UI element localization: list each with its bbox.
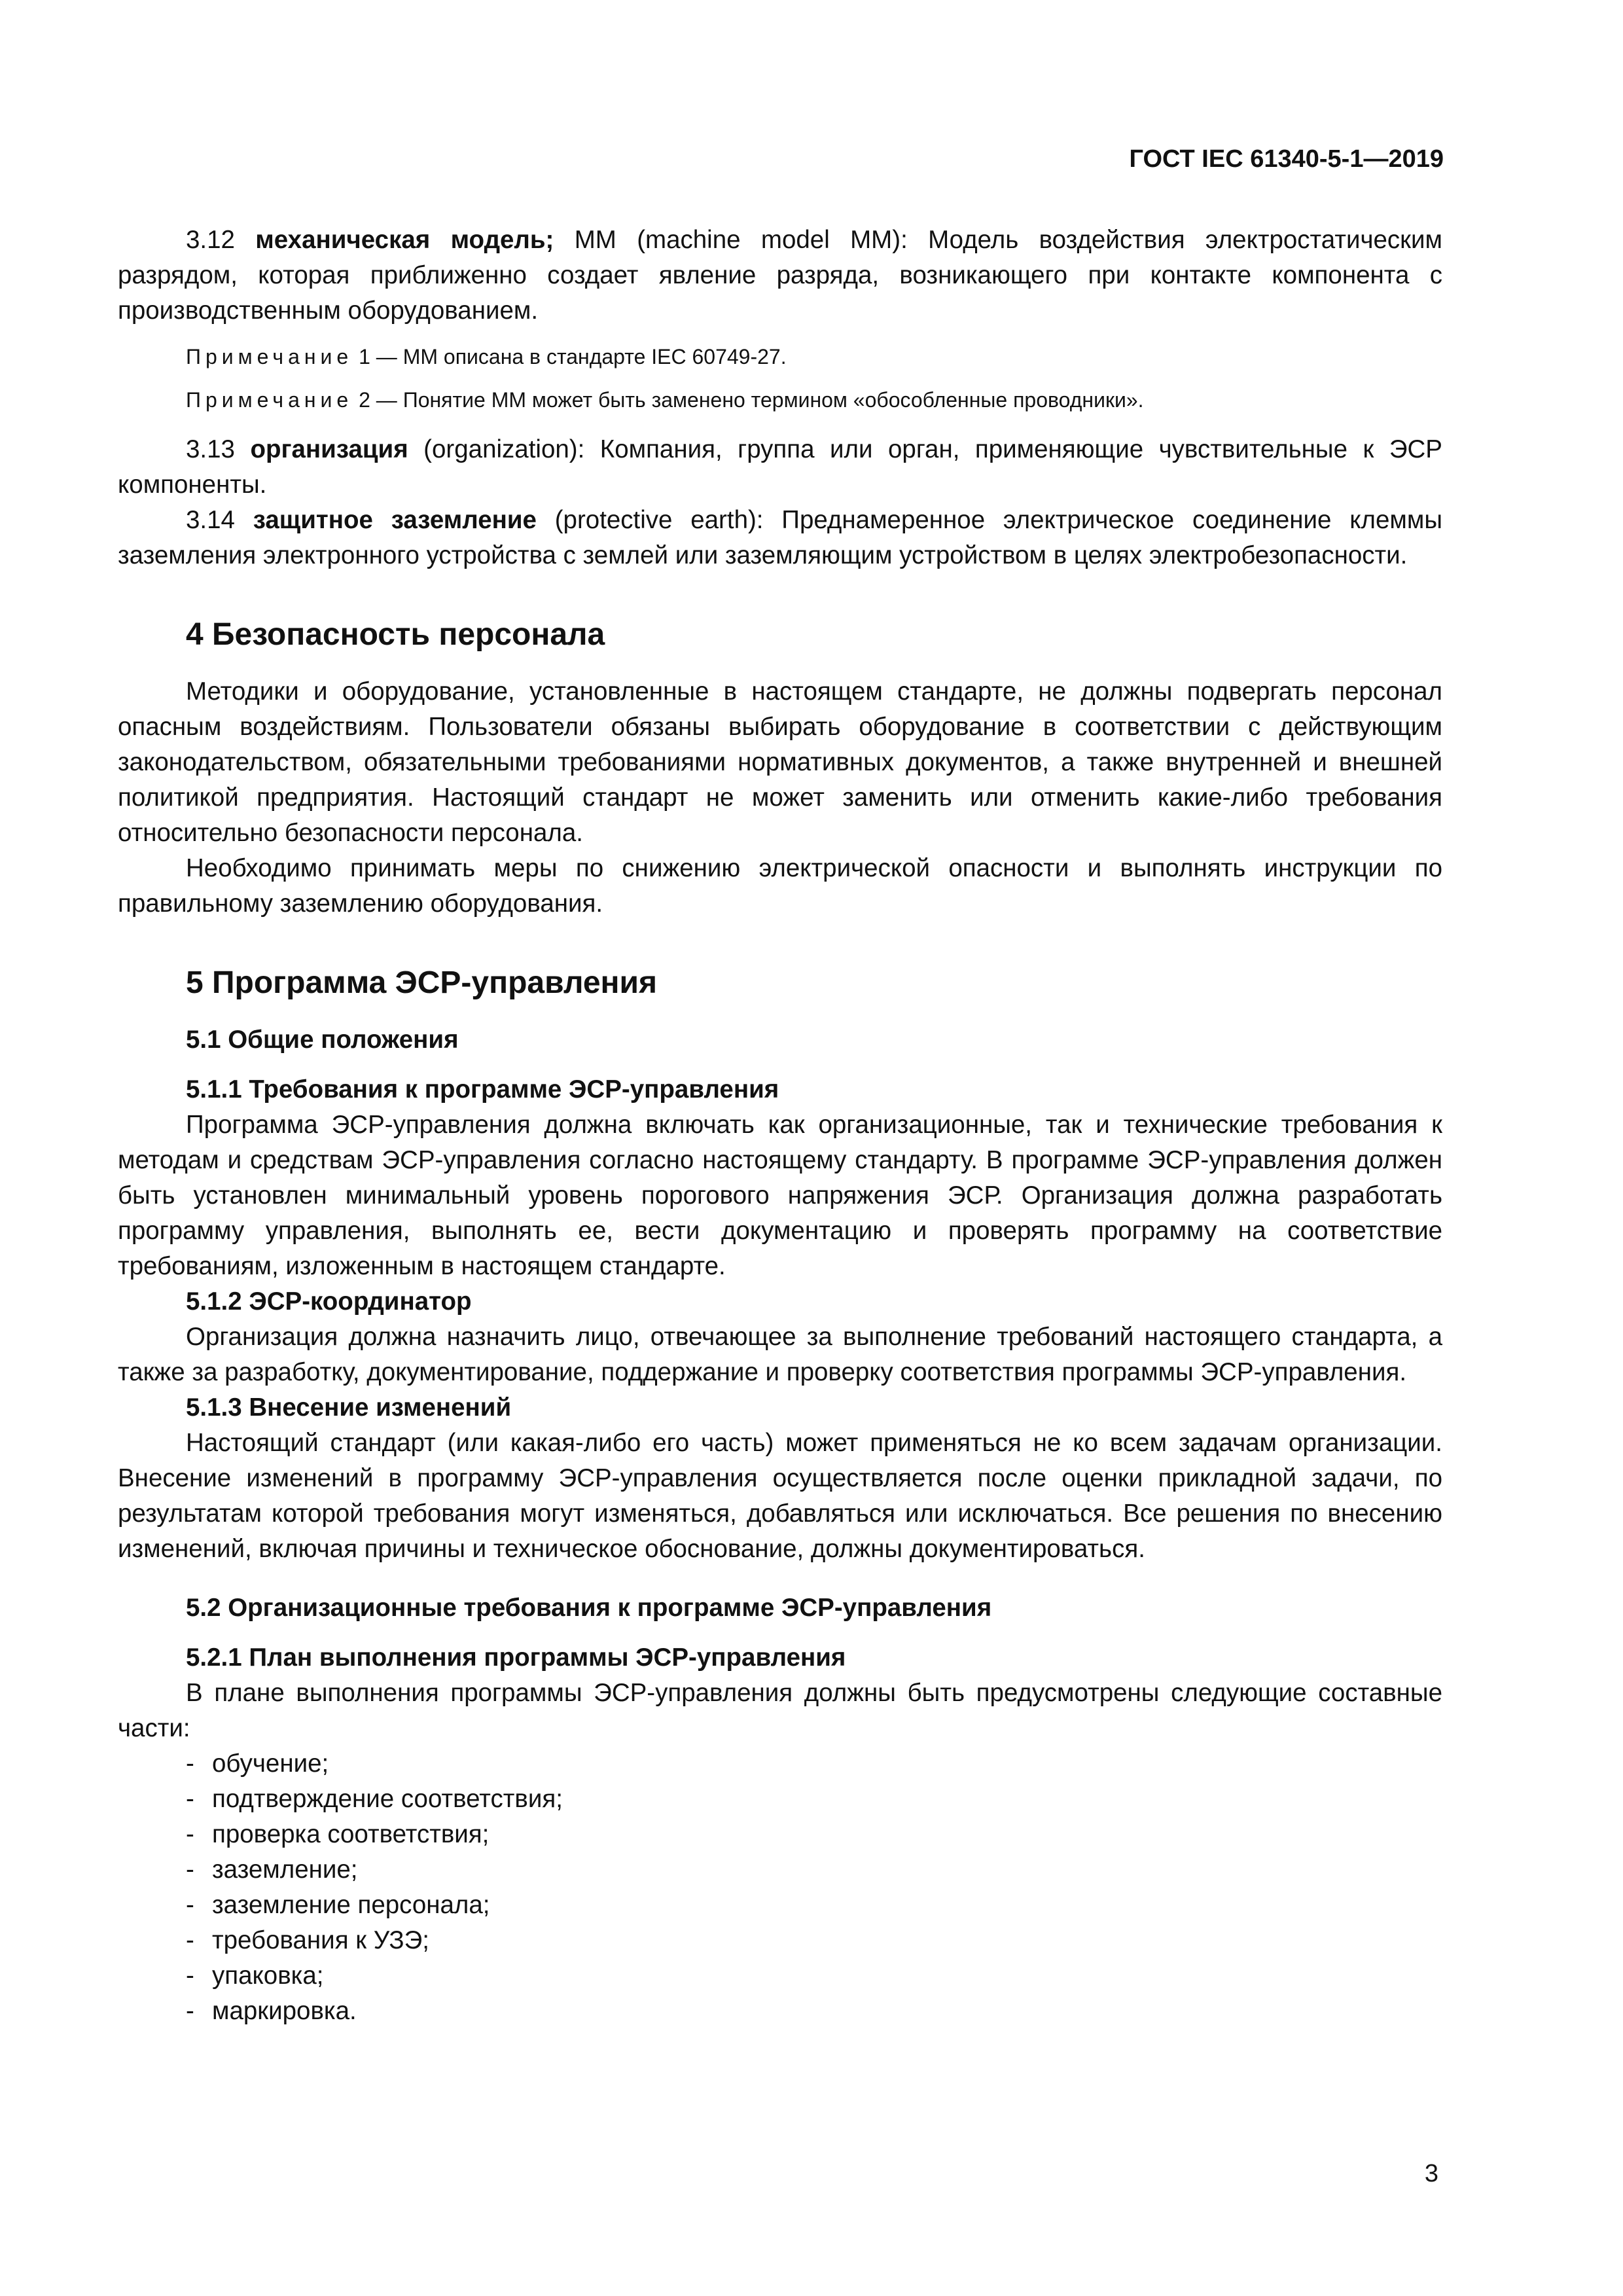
section-4-title: 4 Безопасность персонала (186, 617, 605, 652)
section-5-2-1-text: В плане выполнения программы ЭСР-управления должны быть предусмотрены следующие составные части: (118, 1679, 1442, 1742)
note-text: 1 — ММ описана в стандарте IEC 60749-27. (353, 345, 787, 368)
term-number: 3.14 (186, 506, 235, 534)
term-number: 3.13 (186, 435, 235, 463)
term-number: 3.12 (186, 226, 235, 254)
list-item: - обучение; (186, 1749, 329, 1778)
term-3-13 (118, 432, 1442, 503)
list-item: - заземление персонала; (186, 1891, 490, 1919)
section-5-title: 5 Программа ЭСР-управления (186, 965, 658, 1000)
section-5-2-1-title: 5.2.1 План выполнения программы ЭСР-управления (186, 1643, 846, 1672)
section-5-1-3-title: 5.1.3 Внесение изменений (186, 1393, 512, 1422)
document-body (118, 223, 1442, 2029)
list-item: - проверка соответствия; (186, 1820, 490, 1848)
term-name: механическая модель; (255, 226, 554, 254)
components-list (118, 1746, 1442, 2029)
section-4-paragraph: Необходимо принимать меры по снижению электрической опасности и выполнять инструкции по правильному заземлению оборудования. (118, 854, 1442, 918)
list-item: - заземление; (186, 1856, 358, 1884)
section-5-1-2-text: Организация должна назначить лицо, отвечающее за выполнение требований настоящего стандарта, а также за разработку, документирование, поддержание и проверку соответствия программы ЭСР-управления. (118, 1323, 1442, 1386)
section-5-1-title: 5.1 Общие положения (186, 1026, 459, 1054)
list-item: - упаковка; (186, 1962, 324, 1990)
section-5-1-1-title: 5.1.1 Требования к программе ЭСР-управления (186, 1075, 779, 1103)
section-5-1-2-title: 5.1.2 ЭСР-координатор (186, 1287, 472, 1316)
list-item: - требования к УЗЭ; (186, 1926, 430, 1954)
term-definition: (organization): Компания, группа или орган, применяющие чувствительные к ЭСР компоненты. (118, 435, 1442, 499)
section-5-1-1-text: Программа ЭСР-управления должна включать как организационные, так и технические требования к методам и средствам ЭСР-управления согласно настоящему стандарту. В программе ЭСР-управления должен быть установлен минимальный уровень порогового напряжения ЭСР. Организация должна разработать программу управления, выполнять ее, вести документацию и проверять программу на соответствие требованиям, изложенным в настоящем стандарте. (118, 1111, 1442, 1280)
section-5-1-3-text: Настоящий стандарт (или какая-либо его часть) может применяться не ко всем задачам организации. Внесение изменений в программу ЭСР-управления осуществляется после оценки прикладной задачи, по результатам которой требования могут изменяться, добавляться или исключаться. Все решения по внесению изменений, включая причины и техническое обоснование, должны документироваться. (118, 1429, 1442, 1563)
term-definition: ММ (machine model MM): Модель воздействия электростатическим разрядом, которая приближенно создает явление разряда, возникающего при контакте компонента с производственным оборудованием. (118, 226, 1442, 325)
note-text: 2 — Понятие ММ может быть заменено термином «обособленные проводники». (353, 388, 1144, 412)
list-item: - подтверждение соответствия; (186, 1785, 563, 1813)
term-3-14 (118, 503, 1442, 573)
term-definition: (protective earth): Преднамеренное электрическое соединение клеммы заземления электронного устройства с землей или заземляющим устройством в целях электробезопасности. (118, 506, 1443, 569)
term-name: защитное заземление (253, 506, 537, 534)
list-item: - маркировка. (186, 1997, 357, 2025)
term-name: организация (250, 435, 408, 463)
term-3-12 (118, 223, 1442, 329)
note-2 (118, 385, 1442, 415)
document-header: ГОСТ IEC 61340-5-1—2019 (1129, 145, 1444, 173)
section-4-paragraph: Методики и оборудование, установленные в настоящем стандарте, не должны подвергать персонал опасным воздействиям. Пользователи обязаны выбирать оборудование в соответствии с действующим законодательством, обязательными требованиями нормативных документов, а также внутренней и внешней политикой предприятия. Настоящий стандарт не может заменить или отменить какие-либо требования относительно безопасности персонала. (118, 677, 1442, 847)
note-1 (118, 342, 1442, 372)
section-5-2-title: 5.2 Организационные требования к программе ЭСР-управления (186, 1594, 992, 1622)
note-label: Примечание (186, 345, 353, 368)
page-number: 3 (1424, 2160, 1438, 2187)
note-label: Примечание (186, 388, 353, 412)
